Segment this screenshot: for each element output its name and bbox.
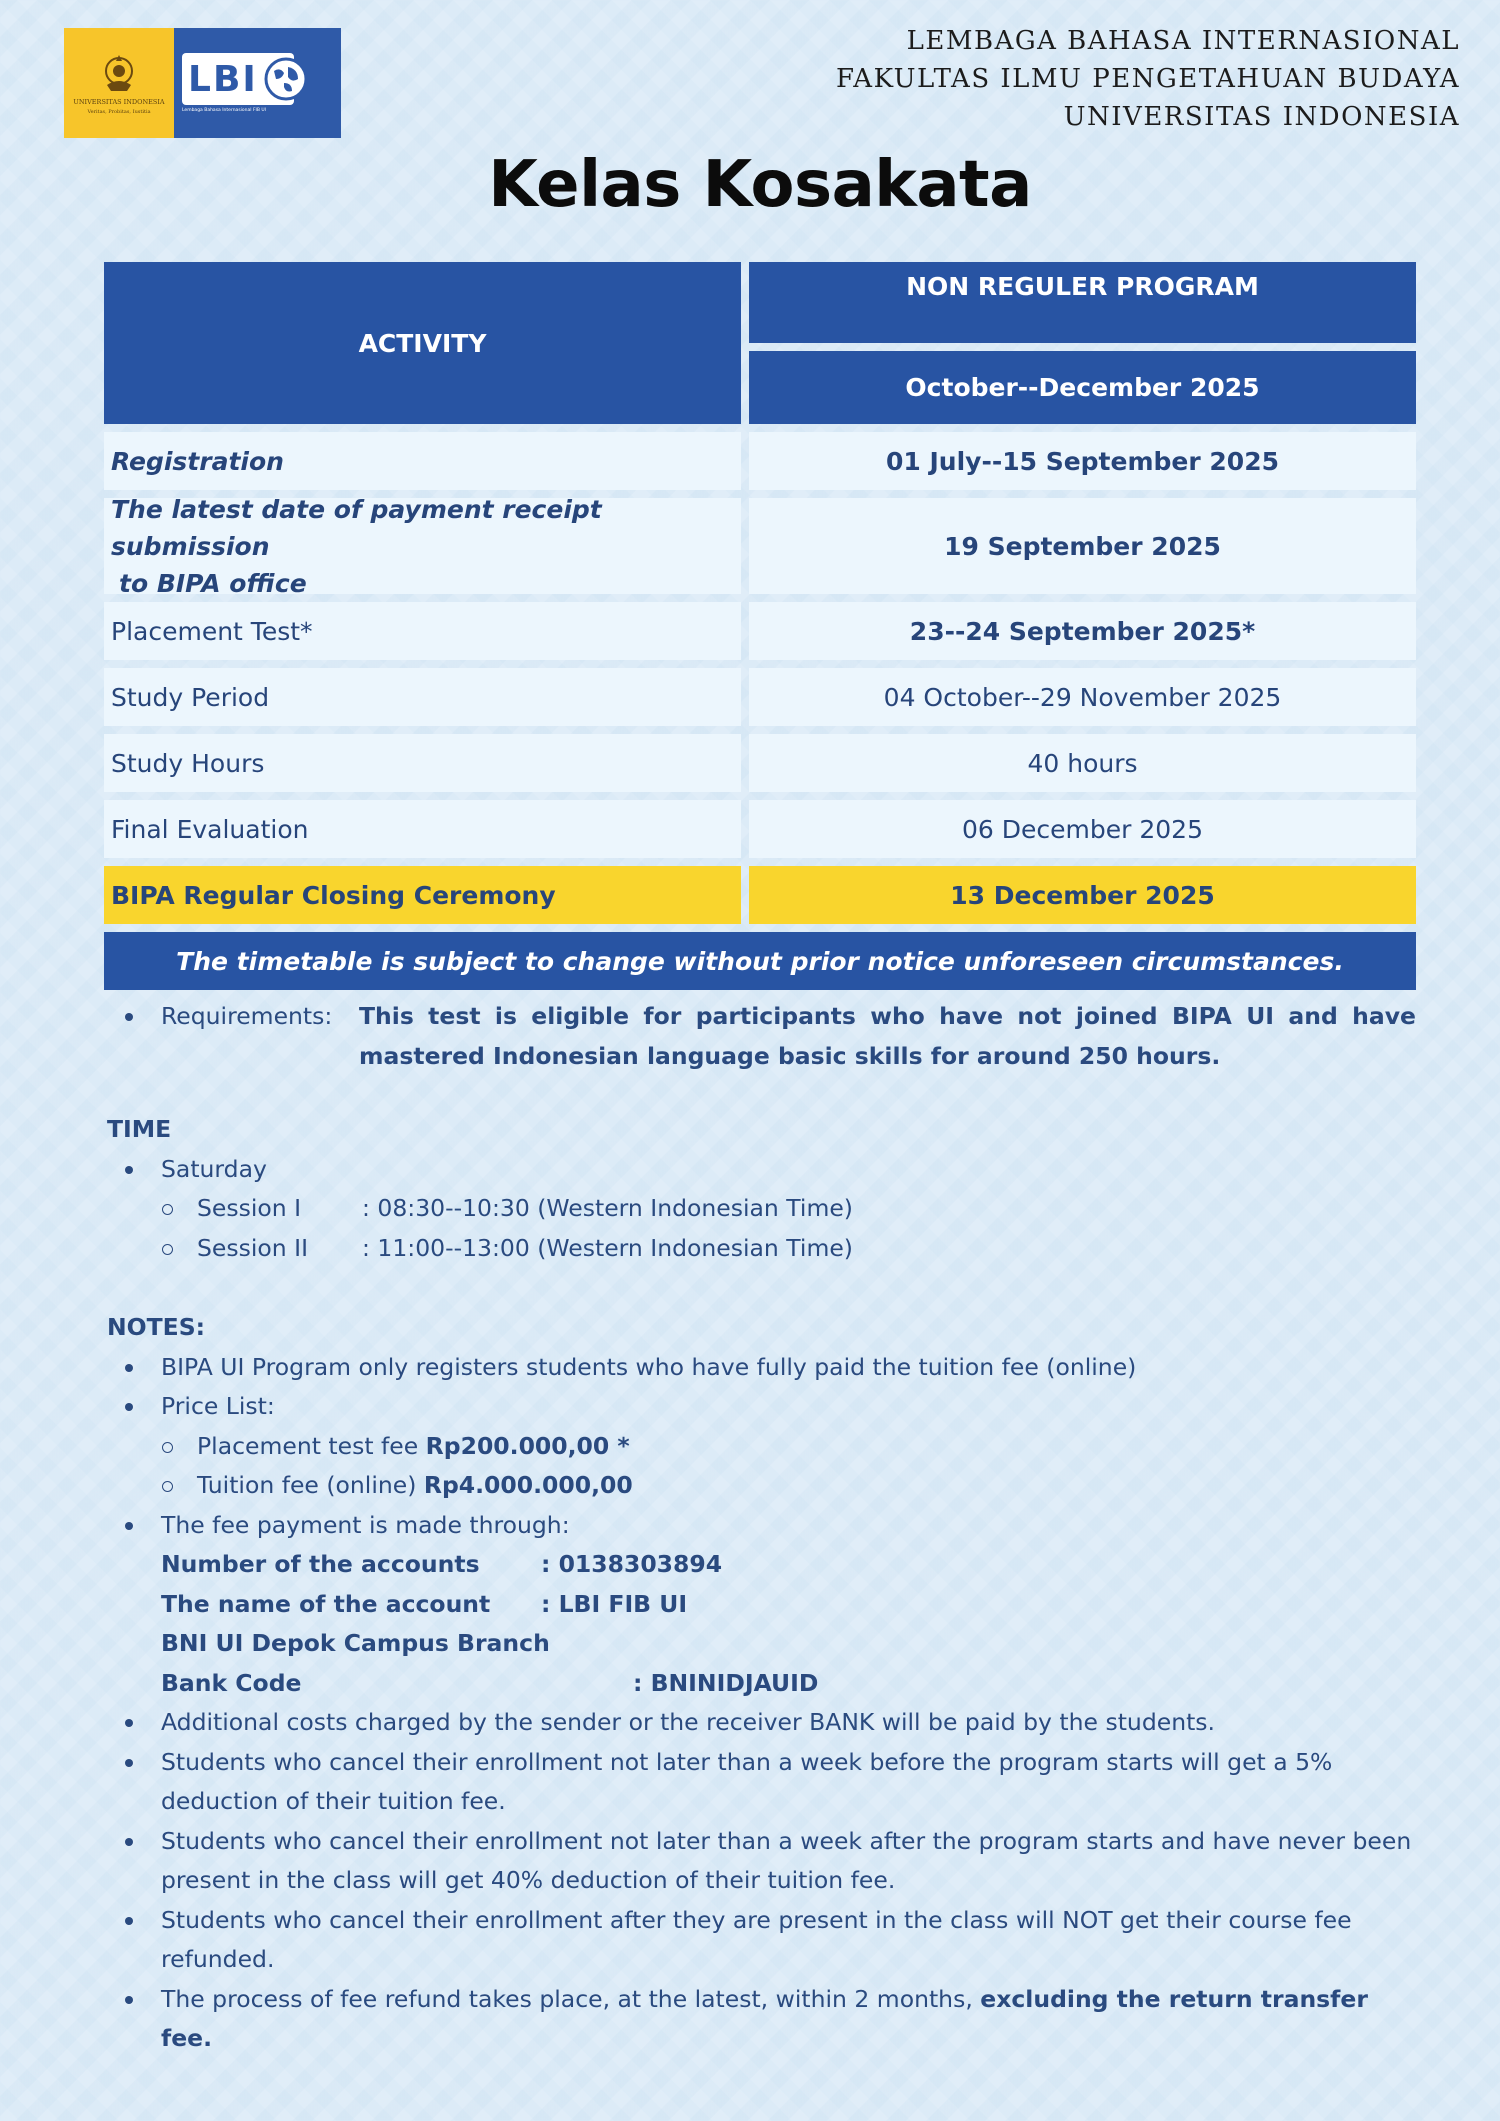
time-day: Saturday [104, 1150, 1416, 1190]
table-row [104, 668, 1416, 726]
price-label: Placement test fee [197, 1431, 426, 1460]
activity-cell: Study Hours [104, 734, 741, 792]
lbi-logo [174, 28, 341, 138]
table-row [104, 602, 1416, 660]
price-item [104, 1466, 1416, 1506]
session-time: : 08:30--10:30 (Western Indonesian Time) [362, 1194, 853, 1222]
notes-heading: NOTES: [107, 1313, 206, 1341]
bank-branch: BNI UI Depok Campus Branch [161, 1629, 550, 1657]
session-time: : 11:00--13:00 (Western Indonesian Time) [362, 1233, 853, 1262]
table-row [104, 494, 1416, 598]
price-value: Rp4.000.000,00 [423, 1471, 633, 1499]
account-name-label: The name of the account [161, 1589, 491, 1618]
activity-cell: Registration [104, 432, 741, 490]
makara-emblem-icon [97, 51, 141, 95]
table-row-highlight [104, 866, 1416, 924]
header-program: NON REGULER PROGRAM [749, 262, 1416, 343]
date-cell: 04 October--29 November 2025 [749, 668, 1416, 726]
session-item [104, 1189, 1416, 1229]
note-item: Students who cancel their enrollment not later than a week after the program starts and have never been present in the class will get 40% deduction of their tuition fee. [104, 1822, 1416, 1901]
timetable-notice: The timetable is subject to change without prior notice unforeseen circumstances. [104, 932, 1416, 990]
lbi-logo-letters: LBI [188, 58, 258, 100]
header-program-block [749, 262, 1416, 424]
page-title: Kelas Kosakata [488, 148, 1032, 222]
activity-line: to BIPA office [119, 568, 307, 598]
globe-icon [264, 57, 308, 101]
date-cell: 23--24 September 2025* [749, 602, 1416, 660]
requirements-text: This test is eligible for participants who have not joined BIPA UI and have mastered Indonesian language basic skills for around 250 hours. [359, 1002, 1416, 1070]
ui-logo [64, 28, 174, 138]
logo-block [64, 28, 341, 138]
note-item [104, 1980, 1416, 2059]
activity-cell: BIPA Regular Closing Ceremony [104, 866, 741, 924]
price-label: Tuition fee (online) [197, 1471, 424, 1499]
ui-logo-motto: Veritas, Probitas, Iustitia [87, 109, 151, 116]
requirements-item [104, 997, 1416, 1076]
date-cell: 01 July--15 September 2025 [749, 432, 1416, 490]
requirements-section [104, 997, 1416, 1076]
activity-line: The latest date of payment receipt submission [111, 494, 602, 561]
payment-intro: The fee payment is made through: [104, 1506, 1416, 1546]
account-number-line [104, 1545, 1416, 1585]
institution-line: LEMBAGA BAHASA INTERNASIONAL [906, 26, 1460, 56]
note-item: Students who cancel their enrollment after they are present in the class will NOT get their course fee refunded. [104, 1901, 1416, 1980]
note-text: The process of fee refund takes place, at the latest, within 2 months, [161, 1984, 981, 2013]
table-row [104, 432, 1416, 490]
date-cell: 13 December 2025 [749, 866, 1416, 924]
bank-code-label: Bank Code [161, 1668, 302, 1697]
time-section [104, 1110, 1416, 1268]
table-row [104, 734, 1416, 792]
account-number-value: : 0138303894 [541, 1550, 723, 1578]
price-item [104, 1427, 1416, 1467]
note-item: Additional costs charged by the sender or the receiver BANK will be paid by the students. [104, 1703, 1416, 1743]
header-period: October--December 2025 [749, 351, 1416, 424]
activity-cell: Study Period [104, 668, 741, 726]
date-cell: 19 September 2025 [749, 498, 1416, 594]
schedule-table [104, 262, 1416, 990]
account-name-line [104, 1585, 1416, 1625]
institution-line: UNIVERSITAS INDONESIA [1063, 102, 1460, 132]
account-name-value: : LBI FIB UI [541, 1589, 688, 1618]
ui-logo-name: UNIVERSITAS INDONESIA [73, 97, 165, 106]
bank-code-value: : BNINIDJAUID [633, 1668, 819, 1697]
table-row [104, 800, 1416, 858]
session-name: Session I [197, 1194, 302, 1222]
table-notice-row [104, 932, 1416, 990]
note-item: BIPA UI Program only registers students who have fully paid the tuition fee (online) [104, 1348, 1416, 1388]
time-heading: TIME [107, 1115, 172, 1143]
note-emphasis: excluding the return transfer fee. [161, 1984, 1368, 2052]
session-name: Session II [197, 1233, 308, 1262]
account-number-label: Number of the accounts [161, 1550, 480, 1578]
bank-code-line [104, 1664, 1416, 1704]
price-value: Rp200.000,00 * [425, 1431, 630, 1460]
note-item: Students who cancel their enrollment not later than a week before the program starts will get a 5% deduction of their tuition fee. [104, 1743, 1416, 1822]
lbi-logo-box [182, 53, 294, 105]
institution-line: FAKULTAS ILMU PENGETAHUAN BUDAYA [836, 64, 1460, 94]
session-item [104, 1229, 1416, 1269]
notes-section [104, 1308, 1416, 2059]
activity-cell: Placement Test* [104, 602, 741, 660]
price-list-label: Price List: [104, 1387, 1416, 1427]
activity-cell [104, 494, 741, 598]
activity-cell: Final Evaluation [104, 800, 741, 858]
lbi-logo-caption: Lembaga Bahasa Internasional FIB UI [182, 108, 267, 113]
header-activity: ACTIVITY [104, 262, 741, 424]
date-cell: 06 December 2025 [749, 800, 1416, 858]
institution-name [836, 22, 1460, 136]
date-cell: 40 hours [749, 734, 1416, 792]
requirements-label: Requirements: [104, 997, 359, 1076]
table-header-row [104, 262, 1416, 424]
